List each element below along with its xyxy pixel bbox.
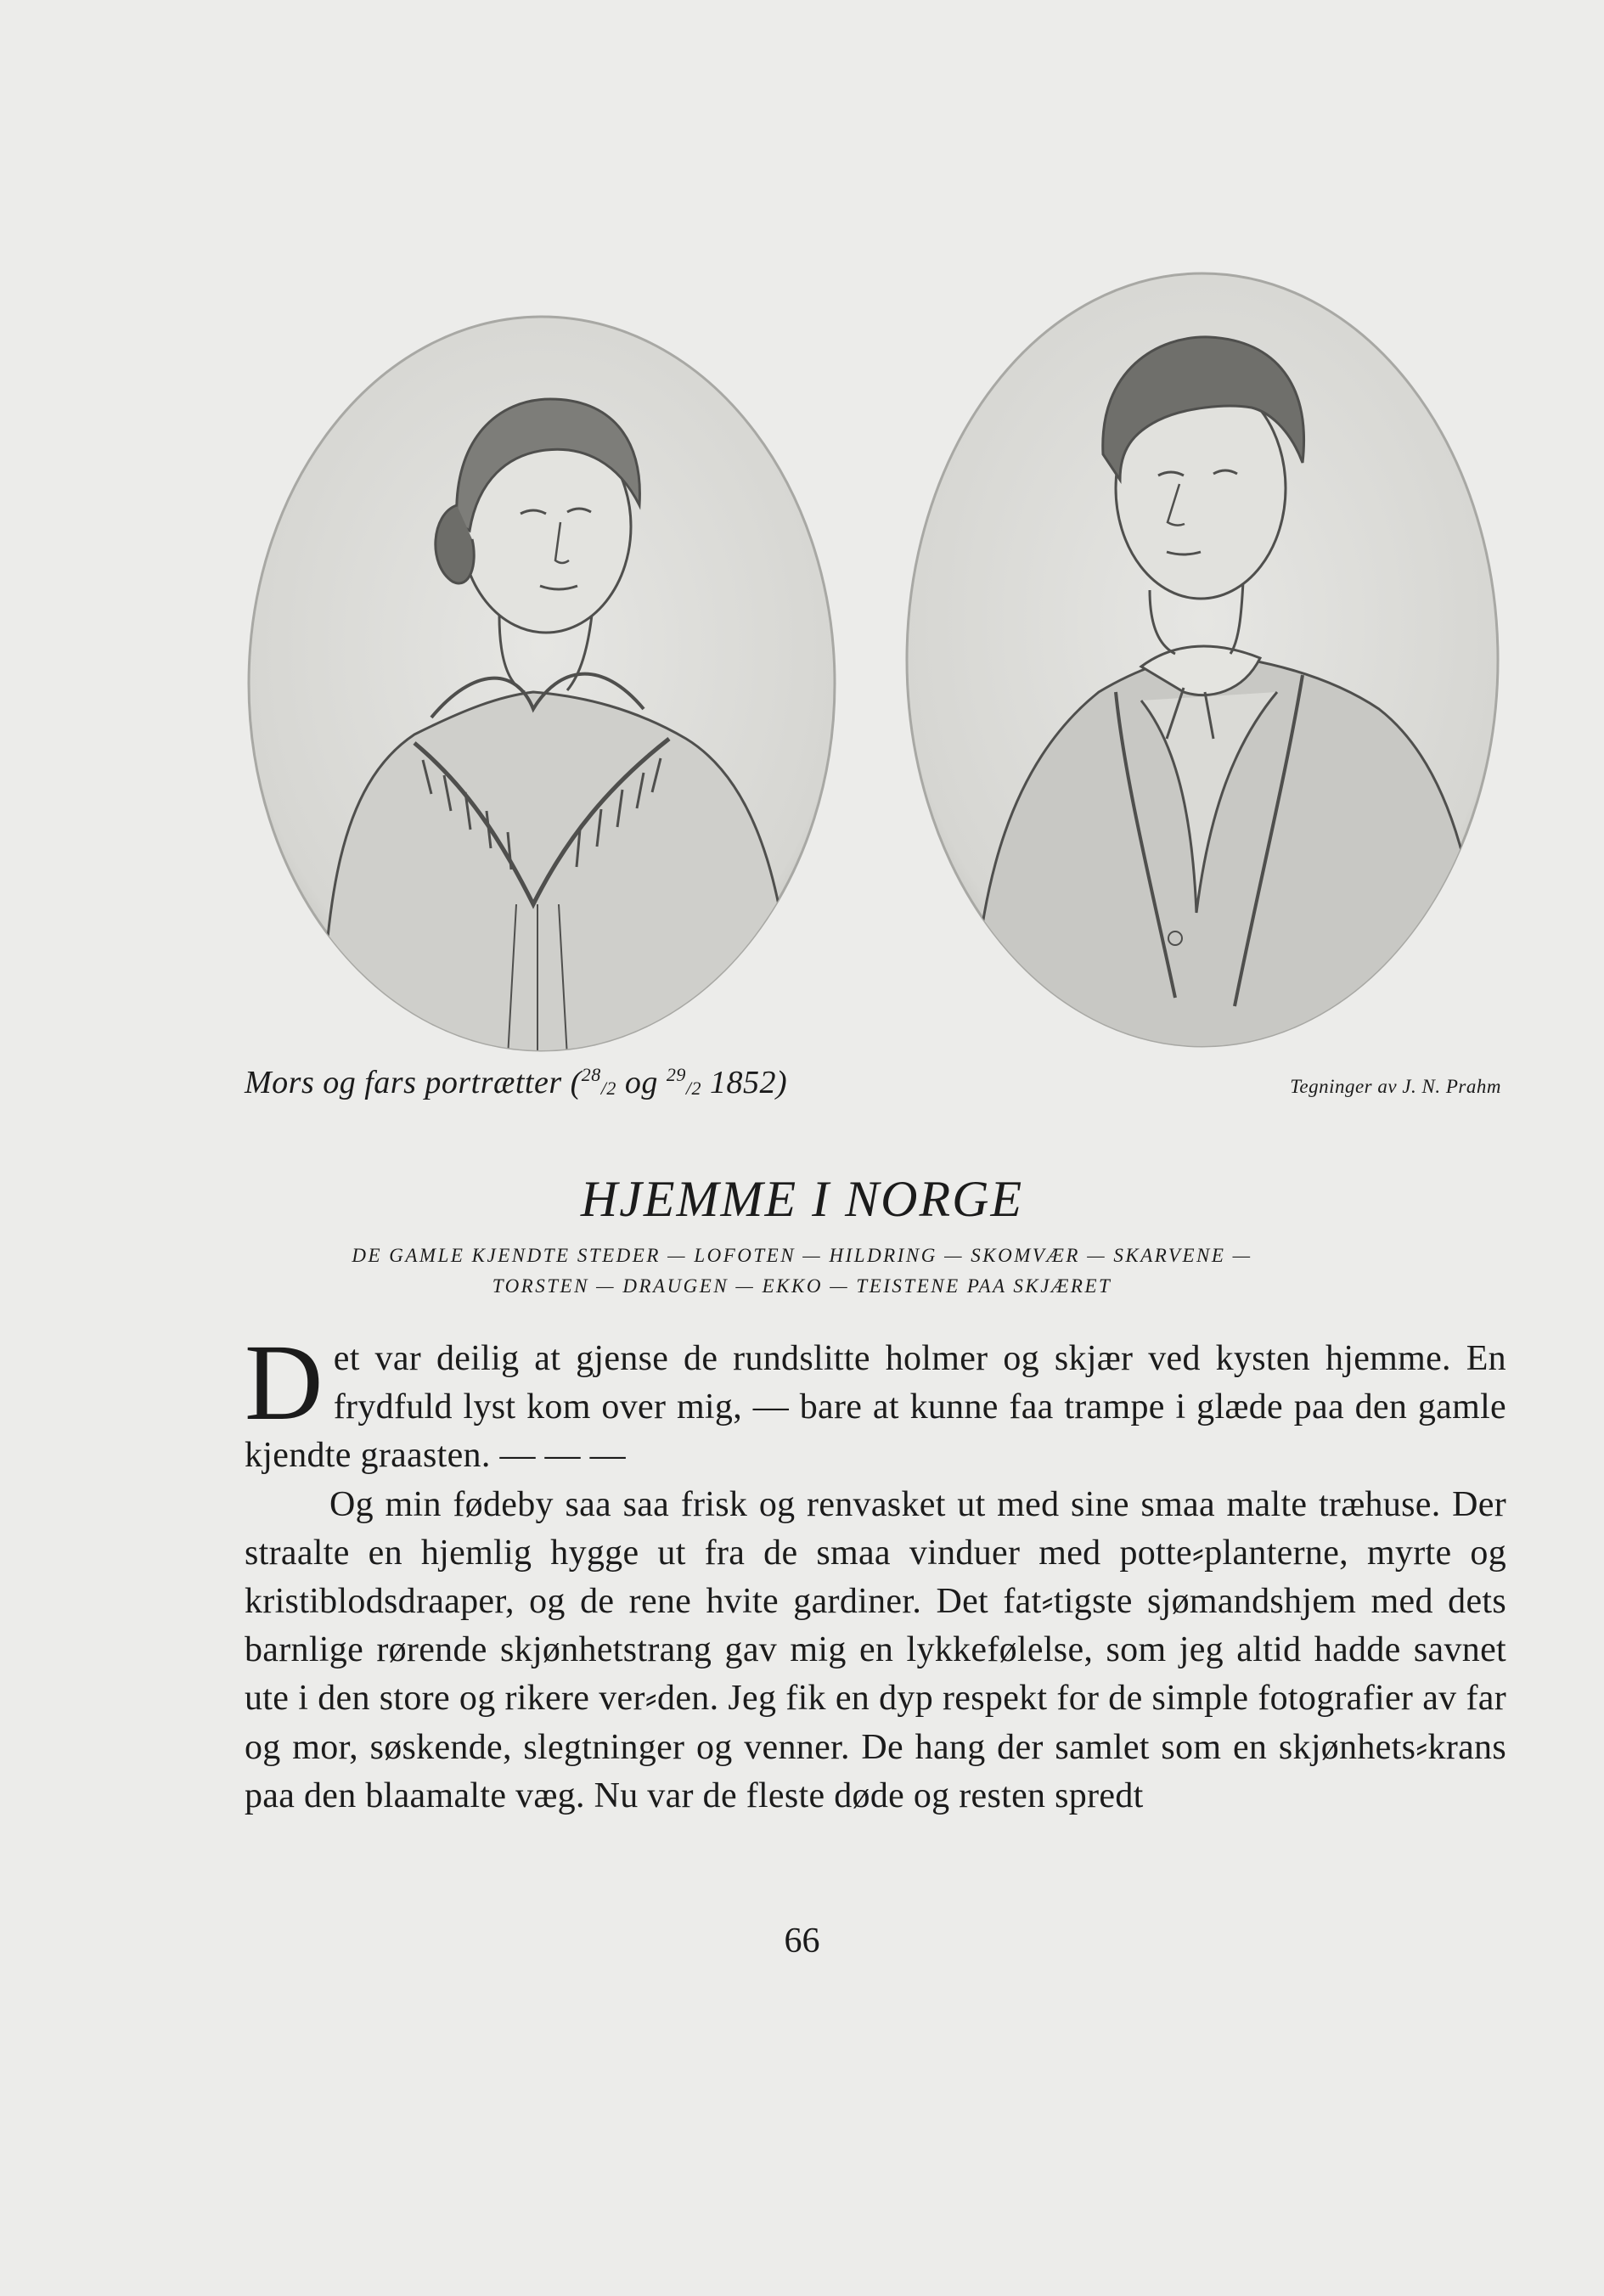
portrait-caption	[245, 1064, 787, 1101]
caption-and: og	[616, 1065, 667, 1100]
caption-text: Mors og fars portrætter (	[245, 1065, 582, 1100]
paragraph-1-text: et var deilig at gjense de rundslitte holmer og skjær ved kysten hjemme. En frydfuld lyst kom over mig, — bare at kunne faa trampe i glæde paa den gamle kjendte graasten. — — —	[245, 1339, 1506, 1476]
caption-year: 1852)	[701, 1065, 788, 1100]
chapter-title: HJEMME I NORGE	[580, 1171, 1024, 1227]
drawing-credit: Tegninger av J. N. Prahm	[1290, 1076, 1501, 1097]
drop-cap: D	[245, 1322, 324, 1443]
page-number: 66	[784, 1922, 820, 1961]
caption-date-month-2: /2	[685, 1078, 702, 1099]
paragraph-1	[245, 1322, 1506, 1481]
caption-date-month-1: /2	[600, 1078, 616, 1099]
chapter-subtitle-line-2: TORSTEN — DRAUGEN — EKKO — TEISTENE PAA SKJÆRET	[492, 1275, 1112, 1297]
caption-row	[245, 1064, 1501, 1106]
caption-date-day-1: 28	[581, 1064, 601, 1085]
body-text	[245, 1322, 1506, 1820]
portrait-plates	[245, 267, 1501, 1057]
chapter-subtitle-line-1: DE GAMLE KJENDTE STEDER — LOFOTEN — HILDRING — SKOMVÆR — SKARVENE —	[352, 1245, 1252, 1266]
paragraph-2: Og min fødeby saa saa frisk og renvasket ut med sine smaa malte træhuse. Der straalte en hjemlig hygge ut fra de smaa vinduer med potte⸗planterne, myrte og kristiblodsdraaper, og de rene hvite gardiner. Det fat⸗tigste sjømandshjem med dets barnlige rørende skjønhetstrang gav mig en lykkefølelse, som jeg altid hadde savnet ute i den store og rikere ver⸗den. Jeg fik en dyp respekt for de simple fotografier av far og mor, søskende, slegtninger og venner. De hang der samlet som en skjønhets⸗krans paa den blaamalte væg. Nu var de fleste døde og resten spredt	[245, 1484, 1506, 1815]
father-portrait-drawing	[903, 267, 1501, 1053]
mother-portrait-drawing	[245, 310, 839, 1057]
caption-date-day-2: 29	[666, 1064, 686, 1085]
